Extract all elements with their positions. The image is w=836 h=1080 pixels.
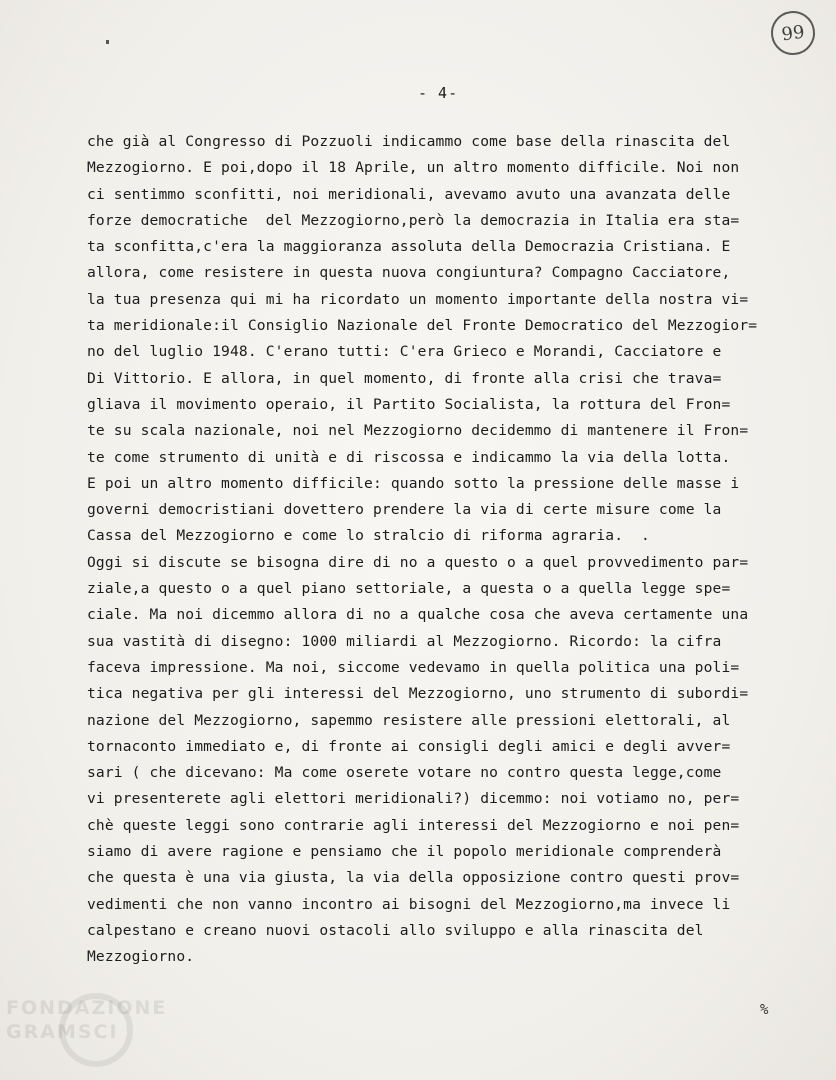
text-line: tornaconto immediato e, di fronte ai consigli degli amici e degli avver= [87,737,731,755]
text-line: nazione del Mezzogiorno, sapemmo resistere alle pressioni elettorali, al [87,711,731,729]
text-line: ci sentimmo sconfitti, noi meridionali, avevamo avuto una avanzata delle [87,185,731,203]
text-line: gliava il movimento operaio, il Partito Socialista, la rottura del Fron= [87,395,731,413]
text-line: tica negativa per gli interessi del Mezzogiorno, uno strumento di subordi= [87,685,749,703]
text-line: te come strumento di unità e di riscossa e indicammo la via della lotta. [87,448,731,466]
closing-mark: % [760,1002,769,1018]
page-number: - 4- [418,84,459,102]
text-line: allora, come resistere in questa nuova congiuntura? Compagno Cacciatore, [87,264,731,282]
text-line: ta meridionale:il Consiglio Nazionale del Fronte Democratico del Mezzogior= [87,317,758,335]
margin-mark [106,40,109,44]
text-line: vi presenterete agli elettori meridionali?) dicemmo: noi votiamo no, per= [87,790,740,808]
text-line: sari ( che dicevano: Ma come oserete votare no contro questa legge,come [87,764,722,782]
text-line: che già al Congresso di Pozzuoli indicammo come base della rinascita del [87,133,731,150]
text-line: forze democratiche del Mezzogiorno,però la democrazia in Italia era sta= [87,211,740,229]
text-line: calpestano e creano nuovi ostacoli allo sviluppo e alla rinascita del [87,921,704,939]
text-line: Oggi si discute se bisogna dire di no a questo o a quel provvedimento par= [87,553,749,571]
text-line: governi democristiani dovettero prendere la via di certe misure come la [87,501,722,519]
text-line: Mezzogiorno. [87,948,195,966]
stamp-number: 99 [780,21,806,45]
text-line: faceva impressione. Ma noi, siccome vedevamo in quella politica una poli= [87,658,740,676]
archive-page-stamp [768,8,818,58]
text-line: Di Vittorio. E allora, in quel momento, di fronte alla crisi che trava= [87,369,722,387]
text-line: ciale. Ma noi dicemmo allora di no a qualche cosa che aveva certamente una [87,606,749,624]
text-line: te su scala nazionale, noi nel Mezzogiorno decidemmo di mantenere il Fron= [87,422,749,440]
text-line: no del luglio 1948. C'erano tutti: C'era Grieco e Morandi, Cacciatore e [87,343,722,361]
text-line: chè queste leggi sono contrarie agli interessi del Mezzogiorno e noi pen= [87,816,740,834]
watermark-text: FONDAZIONE GRAMSCI [6,997,168,1043]
text-line: E poi un altro momento difficile: quando sotto la pressione delle masse i [87,474,740,492]
text-line: vedimenti che non vanno incontro ai bisogni del Mezzogiorno,ma invece li [87,895,731,913]
archive-watermark [6,990,206,1070]
text-line: siamo di avere ragione e pensiamo che il popolo meridionale comprenderà [87,843,722,861]
text-line: che questa è una via giusta, la via della opposizione contro questi prov= [87,869,740,887]
text-line: la tua presenza qui mi ha ricordato un momento importante della nostra vi= [87,290,749,308]
typewritten-body [87,129,822,971]
text-line: Mezzogiorno. E poi,dopo il 18 Aprile, un altro momento difficile. Noi non [87,159,740,177]
text-line: sua vastità di disegno: 1000 miliardi al Mezzogiorno. Ricordo: la cifra [87,632,722,650]
text-line: ta sconfitta,c'era la maggioranza assoluta della Democrazia Cristiana. E [87,238,731,256]
text-line: ziale,a questo o a quel piano settoriale, a questa o a quella legge spe= [87,580,731,598]
text-line: Cassa del Mezzogiorno e come lo stralcio di riforma agraria. . [87,527,650,545]
